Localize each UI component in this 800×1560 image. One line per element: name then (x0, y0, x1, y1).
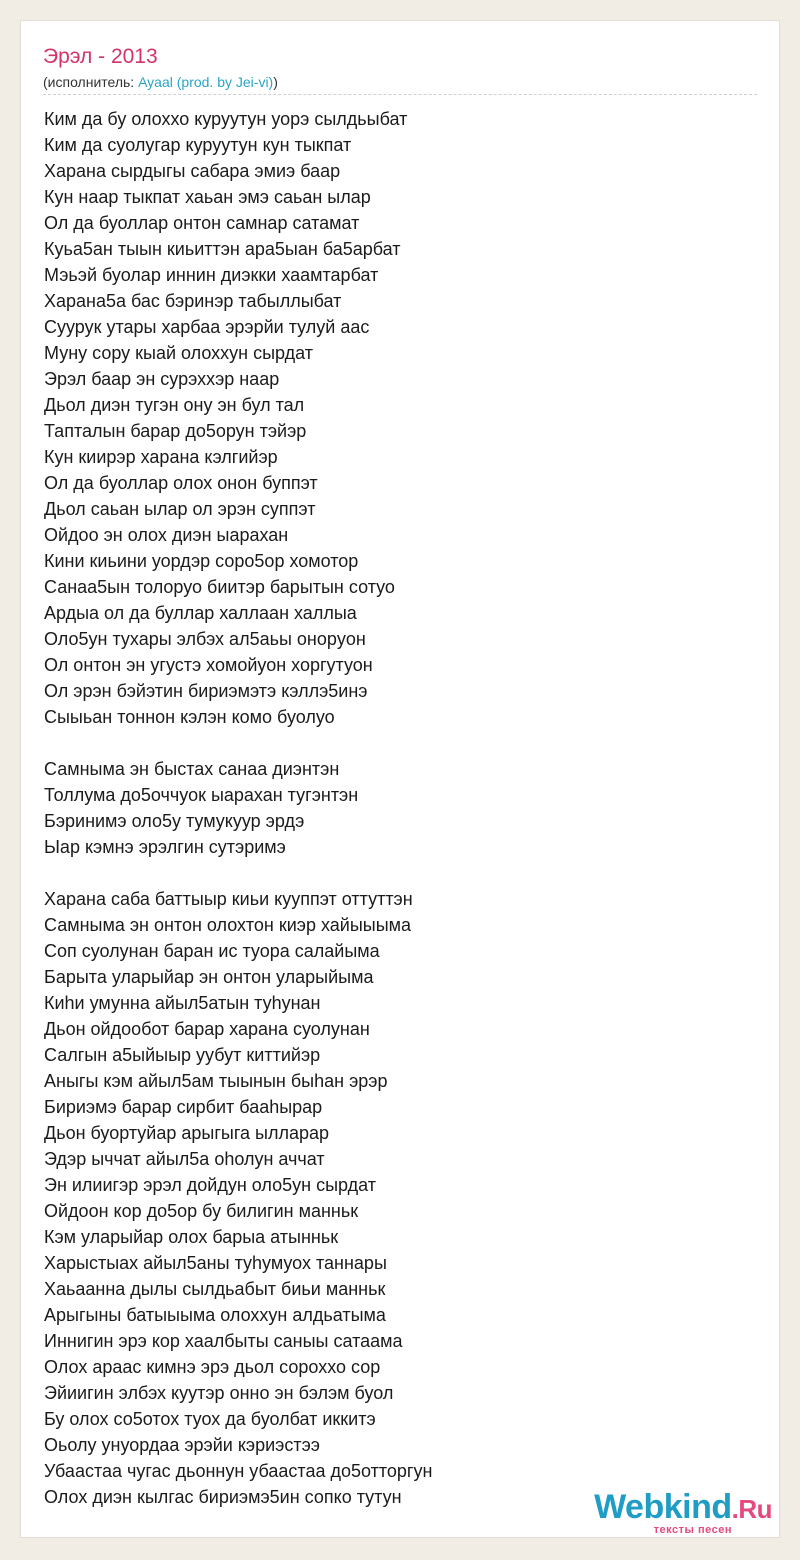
verse-2 (44, 756, 764, 860)
lyric-line: Хаьаанна дылы сылдьабыт биьи манньк (44, 1279, 386, 1299)
lyrics-card (20, 20, 780, 1538)
lyric-line: Кун киирэр харана кэлгийэр (44, 447, 278, 467)
lyric-line: Оьолу унуордаа эрэйи кэриэстээ (44, 1435, 320, 1455)
stanza-gap (44, 860, 764, 886)
lyric-line: Арыгыны батыыыма олоххун алдьатыма (44, 1305, 386, 1325)
lyric-line: Кини киьини уордэр соро5ор хомотор (44, 551, 359, 571)
lyric-line: Эрэл баар эн сурэххэр наар (44, 369, 280, 389)
logo-tagline: тексты песен (653, 1524, 732, 1536)
lyric-line: Харыстыах айыл5аны туhумуох таннары (44, 1253, 387, 1273)
lyric-line: Ардыа ол да буллар халлаан халлыа (44, 603, 357, 623)
lyric-line: Ойдоо эн олох диэн ыарахан (44, 525, 289, 545)
verse-3 (44, 886, 764, 1510)
artist-link[interactable]: Ayaal (prod. by Jei-vi) (138, 74, 274, 90)
lyric-line: Ыар кэмнэ эрэлгин сутэримэ (44, 837, 286, 857)
lyric-line: Ким да бу олоххо куруутун уорэ сылдьыбат (44, 109, 408, 129)
lyric-line: Муну сору кыай олоххун сырдат (44, 343, 314, 363)
lyric-line: Оло5ун тухары элбэх ал5аьы онорyон (44, 629, 366, 649)
verse-1 (44, 106, 764, 730)
lyric-line: Соп суолунан баран ис туора салайыма (44, 941, 380, 961)
logo-tld: .Ru (731, 1494, 772, 1524)
lyric-line: Дьон буортуйар арыгыга ылларар (44, 1123, 329, 1143)
stanza-gap (44, 730, 764, 756)
lyric-line: Бу олох со5отох туох да буолбат иккитэ (44, 1409, 376, 1429)
lyric-line: Ким да суолугар куруутун кун тыкпат (44, 135, 352, 155)
lyric-line: Самныма эн быстах санаа диэнтэн (44, 759, 340, 779)
lyric-line: Ол да буоллар онтон самнар сатамат (44, 213, 360, 233)
artist-line (43, 74, 278, 90)
header-divider (43, 94, 757, 95)
lyric-line: Салгын а5ыйыыр уубут киттийэр (44, 1045, 321, 1065)
lyric-line: Дьол диэн тугэн ону эн бул тал (44, 395, 305, 415)
lyric-line: Харана саба баттыыр киьи кууппэт оттуттэн (44, 889, 413, 909)
lyric-line: Толлума до5оччуок ыарахан тугэнтэн (44, 785, 359, 805)
lyric-line: Эдэр ыччат айыл5а оhолун аччат (44, 1149, 325, 1169)
lyric-line: Куьа5ан тыын киьиттэн ара5ыан ба5арбат (44, 239, 401, 259)
lyric-line: Дьон ойдообот барар харана суолунан (44, 1019, 370, 1039)
logo-wordmark (594, 1488, 772, 1527)
lyric-line: Кэм уларыйар олох барыа атынньк (44, 1227, 339, 1247)
lyric-line: Ол да буоллар олох онон буппэт (44, 473, 318, 493)
lyric-line: Эйиигин элбэх куутэр онно эн бэлэм буол (44, 1383, 394, 1403)
artist-suffix: ) (273, 74, 278, 90)
lyric-line: Суурук утары харбаа эрэрйи тулуй аас (44, 317, 370, 337)
song-title: Эрэл - 2013 (43, 45, 158, 68)
lyric-line: Сыыьан тоннон кэлэн комо буолуо (44, 707, 335, 727)
webkind-logo[interactable] (572, 1488, 772, 1538)
lyric-line: Ол онтон эн угустэ хомойуон хоргутуон (44, 655, 373, 675)
lyric-line: Харана сырдыгы сабара эмиэ баар (44, 161, 341, 181)
lyric-line: Ол эрэн бэйэтин бириэмэтэ кэллэ5инэ (44, 681, 368, 701)
lyric-line: Киhи умунна айыл5атын туhунан (44, 993, 321, 1013)
lyric-line: Тапталын барар до5орун тэйэр (44, 421, 307, 441)
lyric-line: Иннигин эрэ кор хаалбыты саныы сатаама (44, 1331, 403, 1351)
lyric-line: Бириэмэ барар сирбит бааhырар (44, 1097, 323, 1117)
lyric-line: Олох араас кимнэ эрэ дьол сороххо сор (44, 1357, 381, 1377)
lyric-line: Олох диэн кылгас бириэмэ5ин сопко тутун (44, 1487, 402, 1507)
lyric-line: Убаастаа чугас дьоннун убаастаа до5отторгун (44, 1461, 433, 1481)
lyric-line: Дьол саьан ылар ол эрэн суппэт (44, 499, 316, 519)
lyric-line: Мэьэй буолар иннин диэкки хаамтарбат (44, 265, 379, 285)
artist-prefix: (исполнитель: (43, 74, 139, 90)
lyric-line: Санаа5ын толоруо биитэр барытын сотуо (44, 577, 395, 597)
lyric-line: Бэринимэ оло5у тумукуур эрдэ (44, 811, 305, 831)
lyric-line: Аныгы кэм айыл5ам тыынын быhан эрэр (44, 1071, 388, 1091)
lyric-line: Самныма эн онтон олохтон киэр хайыыыма (44, 915, 412, 935)
lyric-line: Ойдоон кор до5ор бу билигин манньк (44, 1201, 359, 1221)
lyric-line: Барыта уларыйар эн онтон уларыйыма (44, 967, 374, 987)
lyrics-body (44, 106, 764, 1510)
lyric-line: Эн илиигэр эрэл дойдун оло5ун сырдат (44, 1175, 376, 1195)
logo-brand: Webkind (594, 1488, 732, 1526)
lyric-line: Кун наар тыкпат хаьан эмэ саьан ылар (44, 187, 371, 207)
lyric-line: Харана5а бас бэринэр табыллыбат (44, 291, 342, 311)
